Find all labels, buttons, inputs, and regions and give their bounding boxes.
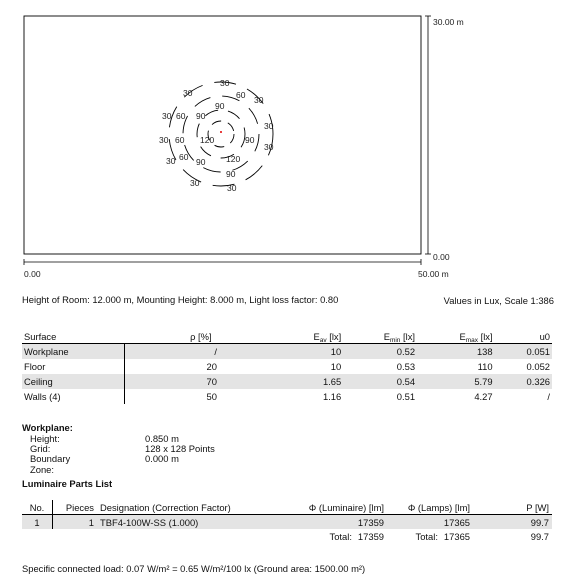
- specific-connected-load: Specific connected load: 0.07 W/m² = 0.65 W/m²/100 lx (Ground area: 1500.00 m²): [22, 563, 366, 574]
- room-outline: [24, 16, 421, 254]
- iso-label-60: 90: [226, 169, 236, 179]
- iso-label-60: 60: [179, 152, 189, 162]
- iso-label-90: 90: [196, 111, 206, 121]
- room-info: Height of Room: 12.000 m, Mounting Height: 8.000 m, Light loss factor: 0.80: [22, 294, 339, 305]
- iso-label-30: 30: [183, 88, 193, 98]
- workplane-grid-label: Grid:: [30, 443, 51, 454]
- col-reflectance: ρ [%]: [125, 330, 277, 344]
- total-label: Total:: [329, 530, 352, 542]
- iso-label-30: 30: [264, 142, 274, 152]
- table-row: Workplane / 10 0.52 138 0.051: [22, 344, 552, 360]
- col-pieces: Pieces: [53, 500, 98, 515]
- iso-label-30: 30: [166, 156, 176, 166]
- table-row: Ceiling 70 1.65 0.54 5.79 0.326: [24, 376, 550, 387]
- x-axis-right-label: 50.00 m: [418, 269, 449, 279]
- iso-label-30: 30: [220, 78, 230, 88]
- iso-label-90: 90: [196, 157, 206, 167]
- col-e-maximum: $E_{max}$ [lx]: [417, 330, 495, 344]
- col-e-average: $E_{av}$ [lx]: [277, 330, 343, 344]
- iso-label-90: 120: [226, 154, 241, 164]
- totals-row: [22, 529, 552, 543]
- surface-results-table: [22, 330, 552, 404]
- iso-label-90: 90: [215, 101, 225, 111]
- luminaire-parts-table: [22, 500, 552, 543]
- table-row: Floor 20 10 0.53 110 0.052: [24, 361, 550, 372]
- iso-label-30: 30: [254, 95, 264, 105]
- x-axis-left-label: 0.00: [24, 269, 41, 279]
- iso-label-30: 30: [227, 183, 237, 193]
- table-row: 1 1 TBF4-100W-SS (1.000) 17359 17365 99.7: [22, 515, 552, 530]
- luminaire-parts-title: Luminaire Parts List: [22, 478, 113, 489]
- col-no: No.: [22, 500, 53, 515]
- col-flux-lamps: Φ (Lamps) [lm]: [387, 500, 473, 515]
- y-axis-top-label: 30.00 m: [433, 17, 464, 27]
- y-axis-bottom-label: 0.00: [433, 252, 450, 262]
- iso-label-30: 30: [162, 111, 172, 121]
- workplane-height-label: Height:: [30, 433, 60, 444]
- workplane-boundary-label: Boundary Zone:: [30, 453, 71, 475]
- col-e-minimum: $E_{min}$ [lx]: [343, 330, 417, 344]
- workplane-height-value: 0.850 m: [145, 433, 179, 444]
- iso-label-30: 30: [159, 135, 169, 145]
- col-power: P [W]: [473, 500, 552, 515]
- iso-label-30: 60: [236, 90, 246, 100]
- iso-label-30: 30: [190, 178, 200, 188]
- table-row: Walls (4) 50 1.16 0.51 4.27 /: [24, 391, 550, 402]
- iso-label-120: 120: [200, 135, 215, 145]
- total-power: 99.7: [530, 530, 549, 542]
- iso-label-90: 90: [245, 135, 255, 145]
- workplane-info: [22, 422, 215, 475]
- total-flux-luminaire: 17359: [357, 530, 384, 542]
- x-dimension-line: [24, 259, 421, 265]
- iso-label-30: 30: [264, 121, 274, 131]
- workplane-title: Workplane:: [22, 422, 73, 433]
- luminaire-position-marker: [220, 131, 222, 133]
- total-flux-lamps: 17365: [443, 530, 470, 542]
- workplane-grid-value: 128 x 128 Points: [145, 443, 215, 454]
- values-scale-info: Values in Lux, Scale 1:386: [443, 295, 554, 306]
- iso-label-60: 60: [175, 135, 185, 145]
- table-header-row: [22, 330, 552, 344]
- col-uniformity: u0: [495, 330, 552, 344]
- col-surface: Surface: [22, 330, 125, 344]
- y-dimension-line: [425, 16, 431, 254]
- table-header-row: [22, 500, 552, 515]
- isoline-labels: [159, 78, 274, 193]
- col-designation: Designation (Correction Factor): [97, 500, 271, 515]
- workplane-boundary-value: 0.000 m: [145, 453, 179, 464]
- col-flux-luminaire: Φ (Luminaire) [lm]: [271, 500, 387, 515]
- iso-label-60: 60: [176, 111, 186, 121]
- total-label: Total:: [415, 530, 438, 542]
